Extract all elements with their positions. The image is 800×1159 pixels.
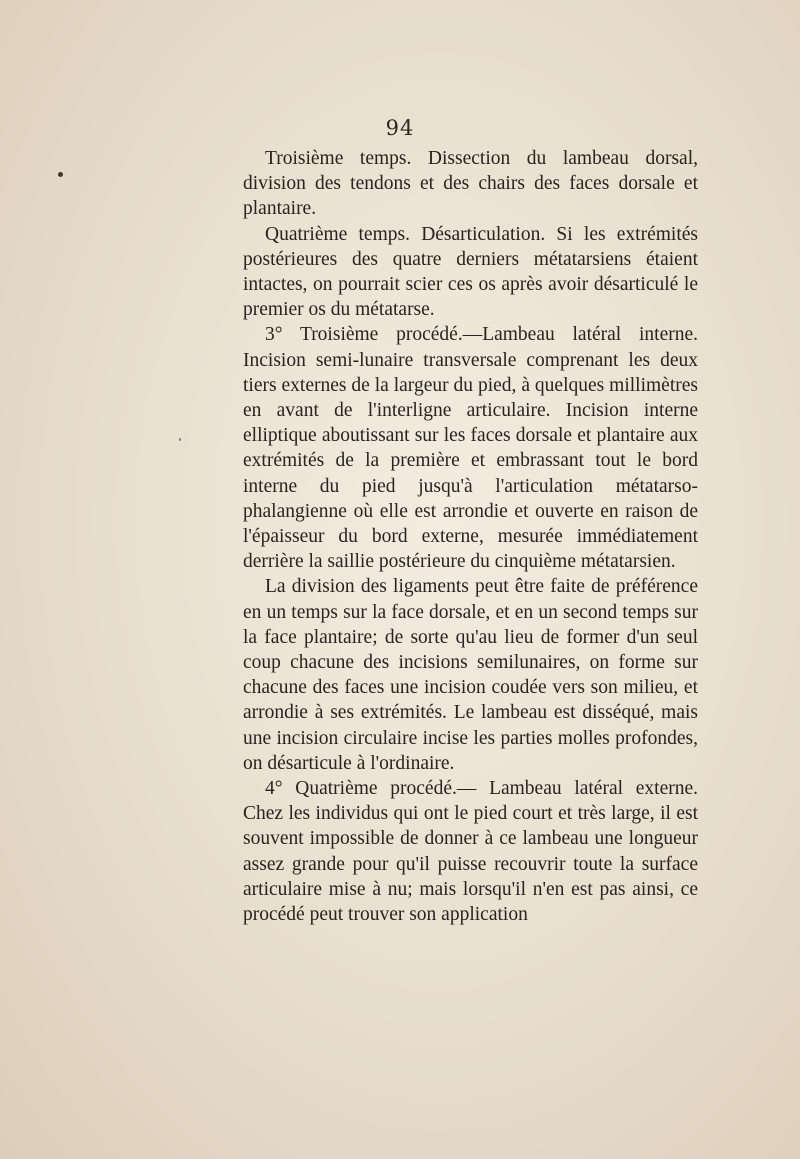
ink-speck xyxy=(179,438,181,441)
paragraph-division-ligaments: La division des ligaments peut être faite de préférence en un temps sur la face dorsale, et en un second temps sur la face plantaire; de sorte qu'au lieu de former d'un seul coup chacune des incisions semilunaires, on forme sur chacune des faces une incision coudée vers son milieu, et arrondie à ses extrémités. Le lambeau est disséqué, mais une incision circulaire incise les parties molles profondes, on désarticule à l'ordinaire. xyxy=(243,576,698,774)
paragraph-quatrieme-temps: Quatrième temps. Désarticulation. Si les extrémités postérieures des quatre derniers métatarsiens étaient intactes, on pourrait scier ces os après avoir désarticulé le premier os du métatarse. xyxy=(243,223,698,321)
paragraph-troisieme-temps: Troisième temps. Dissection du lambeau dorsal, division des tendons et des chairs des faces dorsale et plantaire. xyxy=(243,148,698,220)
paragraph-troisieme-procede: 3° Troisième procédé.—Lambeau latéral interne. Incision semi-lunaire transversale comprenant les deux tiers externes de la largeur du pied, à quelques millimètres en avant de l'interligne articulaire. Incision interne elliptique aboutissant sur les faces dorsale et plantaire aux extrémités de la première et embrassant tout le bord interne du pied jusqu'à l'articulation métatarso-phalangienne où elle est arrondie et ouverte en raison de l'épaisseur du bord externe, mesurée immédiatement derrière la saillie postérieure du cinquième métatarsien. xyxy=(243,324,698,573)
body-text xyxy=(243,146,698,927)
paragraph-quatrieme-procede: 4° Quatrième procédé.— Lambeau latéral externe. Chez les individus qui ont le pied court et très large, il est souvent impossible de donner à ce lambeau une longueur assez grande pour qu'il puisse recouvrir toute la surface articulaire mise à nu; mais lorsqu'il n'en est pas ainsi, ce procédé peut trouver son application xyxy=(243,778,698,926)
ink-speck xyxy=(58,172,63,177)
page-number: 94 xyxy=(385,116,415,140)
